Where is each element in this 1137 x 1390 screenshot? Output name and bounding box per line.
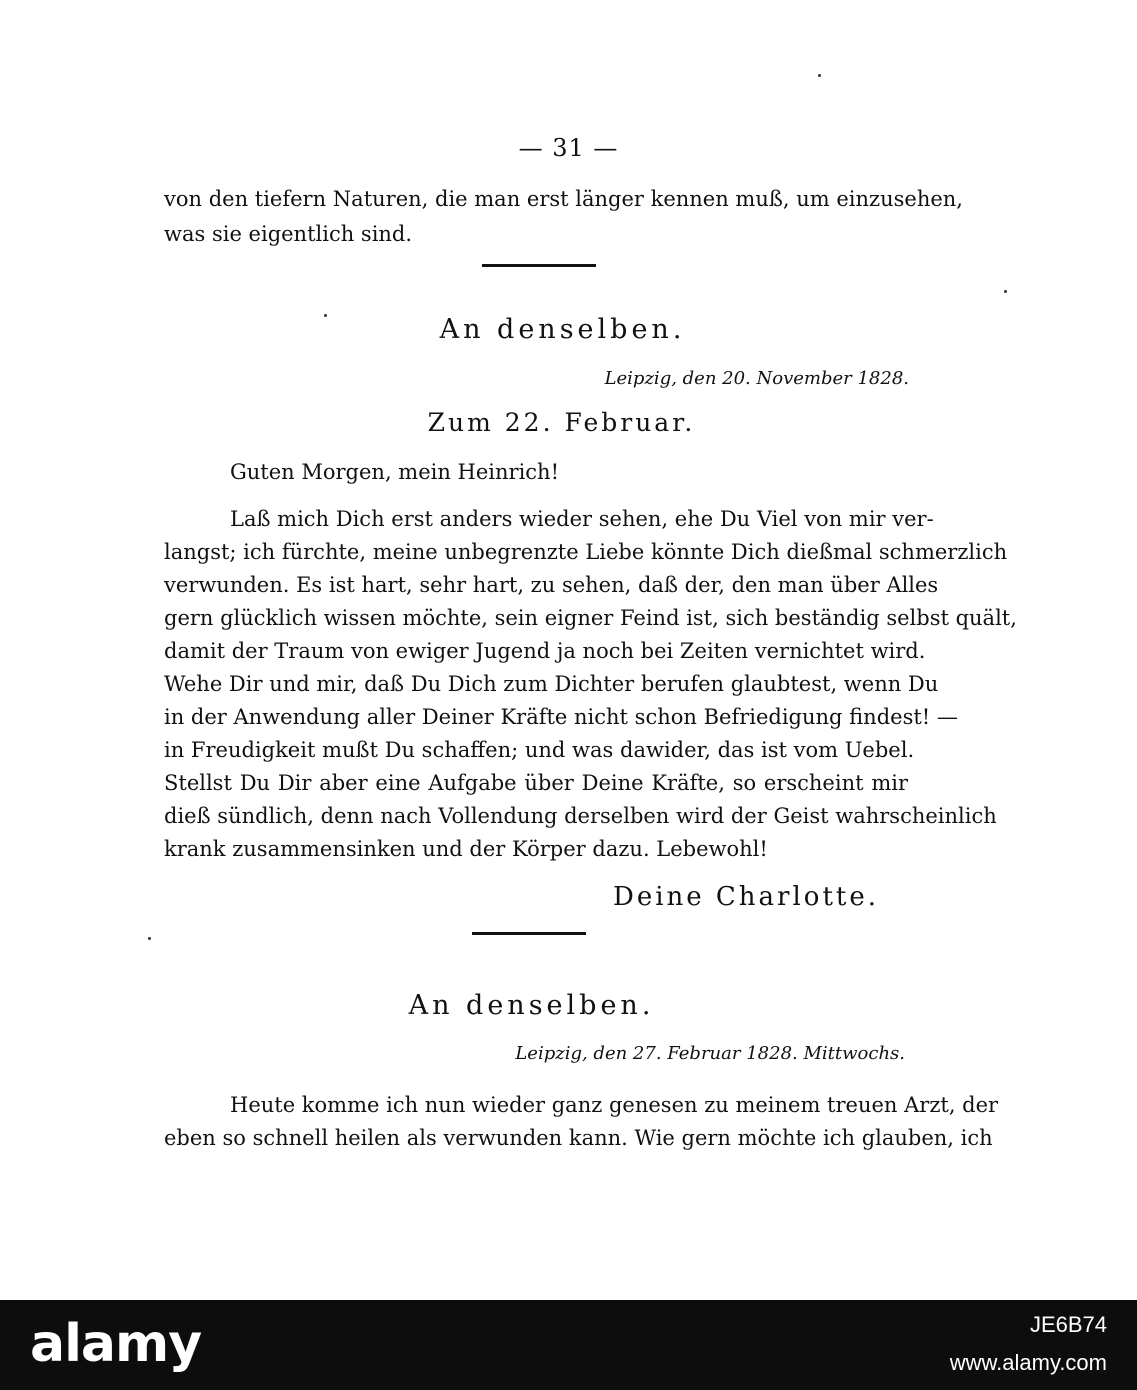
section-divider	[482, 264, 596, 267]
letter-subheading: Zum 22. Februar.	[427, 408, 696, 437]
letter-body-line: in Freudigkeit mußt Du schaffen; und was dawider, das ist vom Uebel.	[164, 738, 915, 762]
letter-body-line: dieß sündlich, denn nach Vollendung derselben wird der Geist wahrscheinlich	[164, 804, 997, 828]
letter-salutation: Guten Morgen, mein Heinrich!	[230, 460, 560, 484]
paper-speck	[1004, 290, 1007, 293]
letter-heading: An denselben.	[439, 314, 686, 345]
letter-body-line: Stellst Du Dir aber eine Aufgabe über Deine Kräfte, so erscheint mir	[164, 771, 908, 795]
letter-body-line: langst; ich fürchte, meine unbegrenzte Liebe könnte Dich dießmal schmerzlich	[164, 540, 1008, 564]
letter-dateline: Leipzig, den 27. Februar 1828. Mittwochs.	[515, 1043, 905, 1064]
continuation-line: von den tiefern Naturen, die man erst länger kennen muß, um einzusehen,	[164, 187, 963, 211]
stock-watermark-bar	[0, 1300, 1137, 1390]
section-divider	[472, 932, 586, 935]
letter-body-line: Laß mich Dich erst anders wieder sehen, ehe Du Viel von mir ver-	[230, 507, 934, 531]
letter-body-line: in der Anwendung aller Deiner Kräfte nicht schon Befriedigung findest! —	[164, 705, 958, 729]
paper-speck	[148, 937, 151, 940]
letter-body-line: Heute komme ich nun wieder ganz genesen zu meinem treuen Arzt, der	[230, 1093, 999, 1117]
letter-body-line: eben so schnell heilen als verwunden kann. Wie gern möchte ich glauben, ich	[164, 1126, 993, 1150]
page-number: — 31 —	[518, 134, 619, 162]
letter-heading: An denselben.	[408, 990, 655, 1021]
letter-signature: Deine Charlotte.	[612, 882, 879, 912]
brand-logo: alamy	[30, 1314, 202, 1374]
letter-body-line: gern glücklich wissen möchte, sein eigner Feind ist, sich beständig selbst quält,	[164, 606, 1017, 630]
paper-speck	[818, 74, 821, 77]
letter-body-line: damit der Traum von ewiger Jugend ja noch bei Zeiten vernichtet wird.	[164, 639, 926, 663]
letter-dateline: Leipzig, den 20. November 1828.	[604, 368, 909, 389]
image-code: JE6B74	[1029, 1312, 1107, 1337]
letter-body-line: krank zusammensinken und der Körper dazu. Lebewohl!	[164, 837, 768, 861]
continuation-line: was sie eigentlich sind.	[164, 222, 413, 246]
letter-body-line: verwunden. Es ist hart, sehr hart, zu sehen, daß der, den man über Alles	[164, 573, 939, 597]
letter-body-line: Wehe Dir und mir, daß Du Dich zum Dichter berufen glaubtest, wenn Du	[164, 672, 939, 696]
site-url: www.alamy.com	[949, 1350, 1107, 1375]
